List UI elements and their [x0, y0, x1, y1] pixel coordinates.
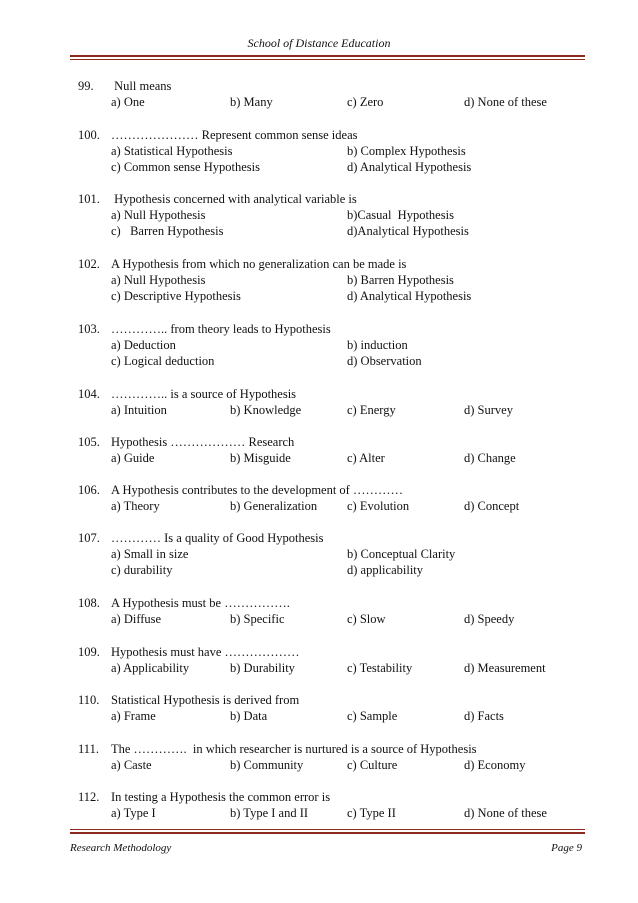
answer-option: b) Misguide — [230, 451, 291, 465]
question-text: Hypothesis concerned with analytical variable is — [111, 192, 357, 206]
answer-option: b) induction — [347, 338, 408, 352]
answer-option: c) Alter — [347, 451, 385, 465]
question-item — [78, 434, 578, 466]
question-number: 111. — [78, 742, 99, 756]
answer-option: b) Generalization — [230, 499, 318, 513]
question-number: 99. — [78, 79, 94, 93]
answer-option: c) Evolution — [347, 499, 410, 513]
answer-option: a) Deduction — [111, 338, 176, 352]
answer-option: d) Observation — [347, 354, 422, 368]
question-item — [78, 127, 578, 175]
answer-option: d) Facts — [464, 709, 504, 723]
question-number: 100. — [78, 128, 100, 142]
question-number: 108. — [78, 596, 100, 610]
answer-option: d) Concept — [464, 499, 520, 513]
answer-option: c) Common sense Hypothesis — [111, 160, 260, 174]
answer-option: c) Culture — [347, 758, 398, 772]
options-row — [78, 498, 578, 514]
answer-option: a) Diffuse — [111, 612, 162, 626]
question-line — [78, 644, 578, 660]
question-line — [78, 482, 578, 498]
answer-option: c) Zero — [347, 95, 384, 109]
options-row — [78, 660, 578, 676]
question-line — [78, 434, 578, 450]
question-line — [78, 595, 578, 611]
options-row — [78, 757, 578, 773]
answer-option: d) Analytical Hypothesis — [347, 160, 472, 174]
options-row — [78, 562, 578, 578]
options-row — [78, 143, 578, 159]
answer-option: a) Theory — [111, 499, 160, 513]
answer-option: c) Testability — [347, 661, 413, 675]
question-number: 102. — [78, 257, 100, 271]
answer-option: d) Economy — [464, 758, 526, 772]
answer-option: a) Caste — [111, 758, 152, 772]
answer-option: b) Type I and II — [230, 806, 309, 820]
options-row — [78, 223, 578, 239]
options-row — [78, 207, 578, 223]
question-text: In testing a Hypothesis the common error is — [111, 790, 331, 804]
header-rule-thin — [70, 59, 585, 60]
options-row — [78, 94, 578, 110]
answer-option: b) Many — [230, 95, 273, 109]
question-item — [78, 191, 578, 239]
question-number: 112. — [78, 790, 100, 804]
question-item — [78, 741, 578, 773]
answer-option: b) Specific — [230, 612, 285, 626]
answer-option: a) Guide — [111, 451, 155, 465]
options-row — [78, 159, 578, 175]
page-header-title: School of Distance Education — [247, 36, 391, 50]
question-number: 110. — [78, 693, 100, 707]
question-item — [78, 789, 578, 821]
options-row — [78, 805, 578, 821]
question-line — [78, 692, 578, 708]
question-line — [78, 530, 578, 546]
question-number: 105. — [78, 435, 100, 449]
question-text: A Hypothesis from which no generalization can be made is — [111, 257, 407, 271]
answer-option: b) Conceptual Clarity — [347, 547, 456, 561]
answer-option: c) Descriptive Hypothesis — [111, 289, 241, 303]
answer-option: d)Analytical Hypothesis — [347, 224, 469, 238]
question-text: The …………. in which researcher is nurtured is a source of Hypothesis — [111, 742, 477, 756]
answer-option: b) Durability — [230, 661, 295, 675]
question-line — [78, 191, 578, 207]
header-rule — [70, 55, 585, 57]
question-item — [78, 482, 578, 514]
options-row — [78, 288, 578, 304]
question-line — [78, 256, 578, 272]
footer-course-title: Research Methodology — [70, 842, 172, 854]
question-text: Statistical Hypothesis is derived from — [111, 693, 300, 707]
question-number: 109. — [78, 645, 100, 659]
question-line — [78, 78, 578, 94]
question-text: A Hypothesis contributes to the development of ………… — [111, 483, 403, 497]
answer-option: b) Community — [230, 758, 304, 772]
answer-option: c) Slow — [347, 612, 386, 626]
question-item — [78, 78, 578, 110]
answer-option: d) Analytical Hypothesis — [347, 289, 472, 303]
answer-option: c) Type II — [347, 806, 396, 820]
answer-option: d) None of these — [464, 806, 547, 820]
question-line — [78, 321, 578, 337]
answer-option: b) Data — [230, 709, 268, 723]
answer-option: b) Complex Hypothesis — [347, 144, 466, 158]
answer-option: b)Casual Hypothesis — [347, 208, 454, 222]
question-line — [78, 127, 578, 143]
question-number: 101. — [78, 192, 100, 206]
question-line — [78, 741, 578, 757]
question-item — [78, 692, 578, 724]
answer-option: a) Null Hypothesis — [111, 273, 206, 287]
answer-option: d) None of these — [464, 95, 547, 109]
answer-option: a) Applicability — [111, 661, 190, 675]
answer-option: d) applicability — [347, 563, 424, 577]
answer-option: c) durability — [111, 563, 173, 577]
answer-option: c) Sample — [347, 709, 398, 723]
options-row — [78, 611, 578, 627]
question-item — [78, 321, 578, 369]
answer-option: b) Barren Hypothesis — [347, 273, 454, 287]
answer-option: a) Statistical Hypothesis — [111, 144, 233, 158]
answer-option: c) Logical deduction — [111, 354, 215, 368]
question-text: ………… Is a quality of Good Hypothesis — [111, 531, 324, 545]
question-text: ………….. from theory leads to Hypothesis — [111, 322, 331, 336]
question-item — [78, 256, 578, 304]
question-text: A Hypothesis must be ……………. — [111, 596, 290, 610]
question-text: ………….. is a source of Hypothesis — [111, 387, 297, 401]
question-line — [78, 789, 578, 805]
answer-option: a) Small in size — [111, 547, 189, 561]
question-item — [78, 595, 578, 627]
options-row — [78, 708, 578, 724]
question-item — [78, 386, 578, 418]
answer-option: c) Energy — [347, 403, 396, 417]
answer-option: d) Change — [464, 451, 516, 465]
answer-option: a) Intuition — [111, 403, 167, 417]
footer-rule — [70, 832, 585, 834]
question-item — [78, 644, 578, 676]
options-row — [78, 402, 578, 418]
question-text: Null means — [111, 79, 172, 93]
answer-option: b) Knowledge — [230, 403, 302, 417]
question-text: Hypothesis ……………… Research — [111, 435, 295, 449]
answer-option: a) Frame — [111, 709, 156, 723]
answer-option: d) Measurement — [464, 661, 546, 675]
options-row — [78, 337, 578, 353]
footer-rule-thin — [70, 829, 585, 830]
question-text: Hypothesis must have ……………… — [111, 645, 300, 659]
footer-page-number: Page 9 — [551, 842, 582, 854]
answer-option: c) Barren Hypothesis — [111, 224, 224, 238]
options-row — [78, 353, 578, 369]
answer-option: a) Null Hypothesis — [111, 208, 206, 222]
answer-option: d) Speedy — [464, 612, 515, 626]
options-row — [78, 450, 578, 466]
answer-option: a) One — [111, 95, 145, 109]
question-line — [78, 386, 578, 402]
question-number: 103. — [78, 322, 100, 336]
options-row — [78, 546, 578, 562]
question-text: ………………… Represent common sense ideas — [111, 128, 358, 142]
answer-option: a) Type I — [111, 806, 156, 820]
question-number: 104. — [78, 387, 100, 401]
options-row — [78, 272, 578, 288]
question-number: 107. — [78, 531, 100, 545]
question-number: 106. — [78, 483, 100, 497]
question-item — [78, 530, 578, 578]
answer-option: d) Survey — [464, 403, 513, 417]
